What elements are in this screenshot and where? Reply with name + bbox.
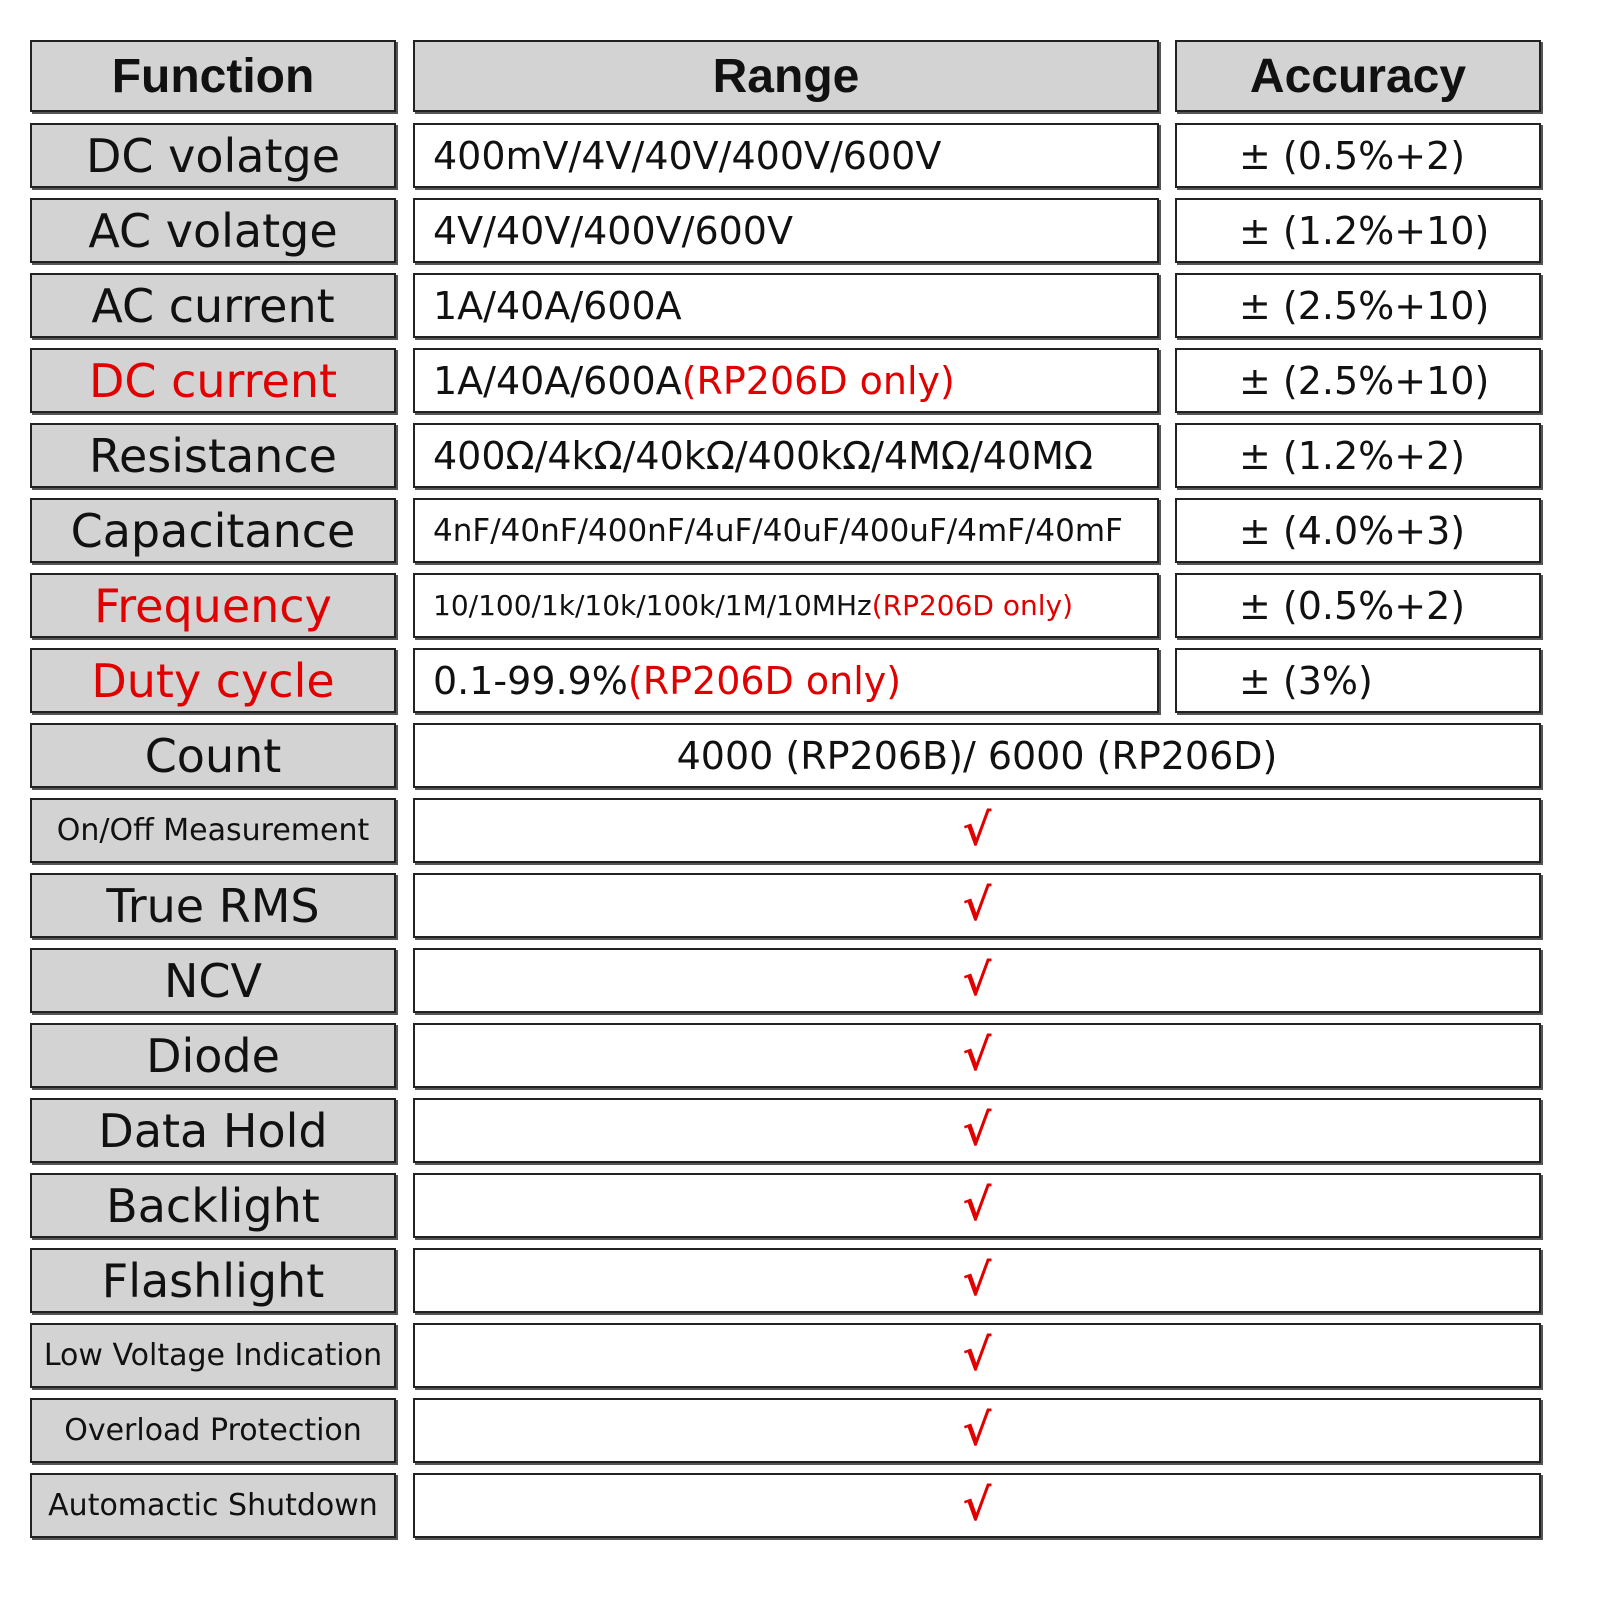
range-cell bbox=[413, 123, 1159, 188]
accuracy-cell bbox=[1175, 573, 1541, 638]
function-label: NCV bbox=[164, 953, 262, 1008]
function-cell bbox=[30, 873, 396, 938]
function-label: Data Hold bbox=[98, 1103, 328, 1158]
feature-support-cell bbox=[413, 1398, 1541, 1463]
accuracy-cell bbox=[1175, 348, 1541, 413]
range-value: 400Ω/4kΩ/40kΩ/400kΩ/4MΩ/40MΩ bbox=[433, 433, 1093, 478]
checkmark-icon: √ bbox=[962, 1405, 992, 1456]
feature-support-cell bbox=[413, 1473, 1541, 1538]
checkmark-icon: √ bbox=[962, 880, 992, 931]
function-cell bbox=[30, 1023, 396, 1088]
accuracy-cell bbox=[1175, 498, 1541, 563]
function-cell bbox=[30, 1473, 396, 1538]
range-note: (RP206D only) bbox=[871, 589, 1074, 622]
feature-support-cell bbox=[413, 1173, 1541, 1238]
function-label: Backlight bbox=[106, 1178, 320, 1233]
function-label: Overload Protection bbox=[64, 1413, 362, 1448]
accuracy-cell bbox=[1175, 423, 1541, 488]
function-cell bbox=[30, 348, 396, 413]
checkmark-icon: √ bbox=[962, 1180, 992, 1231]
feature-support-cell bbox=[413, 1248, 1541, 1313]
checkmark-icon: √ bbox=[962, 1030, 992, 1081]
function-cell bbox=[30, 123, 396, 188]
range-cell bbox=[413, 573, 1159, 638]
function-label: DC volatge bbox=[85, 128, 341, 183]
range-cell bbox=[413, 648, 1159, 713]
function-cell bbox=[30, 723, 396, 788]
function-label: Capacitance bbox=[70, 503, 356, 558]
range-note: (RP206D only) bbox=[627, 658, 902, 703]
feature-support-cell bbox=[413, 1023, 1541, 1088]
range-note: (RP206D only) bbox=[681, 358, 955, 403]
feature-support-cell bbox=[413, 873, 1541, 938]
function-label: Frequency bbox=[94, 578, 332, 633]
checkmark-icon: √ bbox=[962, 1255, 992, 1306]
header-accuracy: Accuracy bbox=[1175, 40, 1541, 112]
function-label: Automactic Shutdown bbox=[48, 1488, 378, 1523]
function-label: Diode bbox=[146, 1028, 280, 1083]
accuracy-cell bbox=[1175, 123, 1541, 188]
feature-support-cell bbox=[413, 798, 1541, 863]
accuracy-value: ± (1.2%+2) bbox=[1239, 433, 1466, 478]
header-function: Function bbox=[30, 40, 396, 112]
count-value: 4000 (RP206B)/ 6000 (RP206D) bbox=[676, 733, 1278, 778]
range-value: 0.1-99.9% bbox=[433, 658, 628, 703]
feature-support-cell bbox=[413, 1098, 1541, 1163]
function-label: AC current bbox=[91, 278, 335, 333]
range-value: 10/100/1k/10k/100k/1M/10MHz bbox=[433, 589, 872, 622]
function-cell bbox=[30, 1398, 396, 1463]
checkmark-icon: √ bbox=[962, 955, 992, 1006]
feature-support-cell bbox=[413, 948, 1541, 1013]
function-label: AC volatge bbox=[88, 203, 338, 258]
checkmark-icon: √ bbox=[962, 1105, 992, 1156]
function-cell bbox=[30, 798, 396, 863]
checkmark-icon: √ bbox=[962, 1480, 992, 1531]
range-value: 4V/40V/400V/600V bbox=[433, 208, 793, 253]
feature-support-cell bbox=[413, 1323, 1541, 1388]
accuracy-value: ± (1.2%+10) bbox=[1239, 208, 1490, 253]
function-cell bbox=[30, 198, 396, 263]
range-value: 1A/40A/600A bbox=[433, 358, 682, 403]
range-cell bbox=[413, 423, 1159, 488]
accuracy-cell bbox=[1175, 198, 1541, 263]
range-cell bbox=[413, 498, 1159, 563]
function-cell bbox=[30, 573, 396, 638]
function-cell bbox=[30, 948, 396, 1013]
function-label: Count bbox=[144, 728, 282, 783]
function-label: On/Off Measurement bbox=[56, 813, 370, 848]
function-cell bbox=[30, 1248, 396, 1313]
function-label: Resistance bbox=[89, 428, 337, 483]
function-cell bbox=[30, 1173, 396, 1238]
range-cell bbox=[413, 273, 1159, 338]
function-cell bbox=[30, 423, 396, 488]
accuracy-cell bbox=[1175, 273, 1541, 338]
accuracy-value: ± (3%) bbox=[1239, 658, 1373, 703]
function-cell bbox=[30, 1323, 396, 1388]
range-cell bbox=[413, 198, 1159, 263]
function-label: True RMS bbox=[106, 878, 320, 933]
accuracy-value: ± (0.5%+2) bbox=[1239, 133, 1466, 178]
function-label: Low Voltage Indication bbox=[43, 1338, 383, 1373]
header-range: Range bbox=[413, 40, 1159, 112]
checkmark-icon: √ bbox=[962, 805, 992, 856]
function-label: DC current bbox=[88, 353, 338, 408]
range-value: 400mV/4V/40V/400V/600V bbox=[433, 133, 942, 178]
checkmark-icon: √ bbox=[962, 1330, 992, 1381]
function-label: Duty cycle bbox=[91, 653, 335, 708]
function-cell bbox=[30, 273, 396, 338]
function-cell bbox=[30, 498, 396, 563]
accuracy-cell bbox=[1175, 648, 1541, 713]
accuracy-value: ± (4.0%+3) bbox=[1239, 508, 1466, 553]
accuracy-value: ± (0.5%+2) bbox=[1239, 583, 1466, 628]
count-cell bbox=[413, 723, 1541, 788]
accuracy-value: ± (2.5%+10) bbox=[1239, 358, 1490, 403]
function-label: Flashlight bbox=[101, 1253, 325, 1308]
function-cell bbox=[30, 1098, 396, 1163]
accuracy-value: ± (2.5%+10) bbox=[1239, 283, 1490, 328]
range-value: 4nF/40nF/400nF/4uF/40uF/400uF/4mF/40mF bbox=[433, 512, 1123, 549]
range-cell bbox=[413, 348, 1159, 413]
range-value: 1A/40A/600A bbox=[433, 283, 682, 328]
function-cell bbox=[30, 648, 396, 713]
